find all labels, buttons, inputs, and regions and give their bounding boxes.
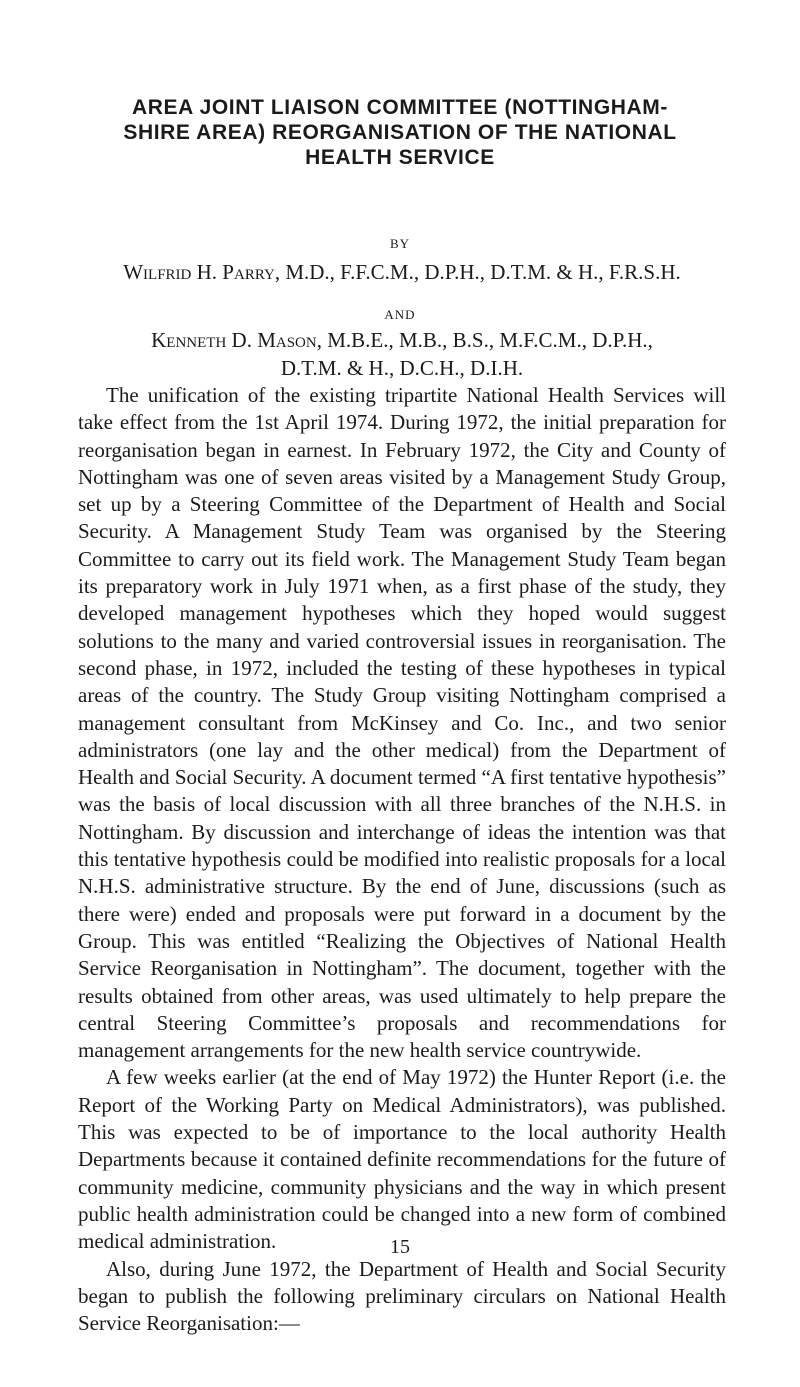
author-2-name: Kenneth D. Mason	[151, 328, 317, 352]
page-number: 15	[390, 1236, 410, 1258]
paragraph: The unification of the existing tripartite National Health Services will take effect from the 1st April 1974. During 1972, the initial preparation for reorganisation began in earnest. In February 1972, the City and County of Nottingham was one of seven areas visited by a Management Study Group, set up by a Steering Committee of the Department of Health and Social Security. A Management Study Team was organised by the Steering Committee to carry out its field work. The Management Study Team began its preparatory work in July 1971 when, as a first phase of the study, they developed management hypotheses which they hoped would suggest solutions to the many and varied controversial issues in reorganisation. The second phase, in 1972, included the testing of these hypotheses in typical areas of the country. The Study Group visiting Nottingham comprised a management consultant from McKinsey and Co. Inc., and two senior administrators (one lay and the other medical) from the Department of Health and Social Security. A document termed “A first tentative hypothesis” was the basis of local discussion with all three branches of the N.H.S. in Nottingham. By discussion and interchange of ideas the intention was that this tentative hypothesis could be modified into realistic proposals for a local N.H.S. administrative structure. By the end of June, discussions (such as there were) ended and proposals were put forward in a document by the Group. This was entitled “Realizing the Objectives of National Health Service Reorganisation in Nottingham”. The document, together with the results obtained from other areas, was used ultimately to help prepare the central Steering Committee’s proposals and recommendations for management arrangements for the new health service countrywide.	[78, 383, 726, 1063]
body-text	[78, 382, 726, 1337]
title-line: AREA JOINT LIAISON COMMITTEE (NOTTINGHAM-	[132, 96, 668, 119]
author-1-name: Wilfrid H. Parry	[123, 260, 275, 284]
title-line: SHIRE AREA) REORGANISATION OF THE NATIONAL	[123, 121, 677, 144]
author-1	[78, 258, 726, 286]
author-1-qualifications: , M.D., F.F.C.M., D.P.H., D.T.M. & H., F.R.S.H.	[274, 260, 681, 284]
author-2	[78, 326, 726, 382]
author-2-qualifications-cont: D.T.M. & H., D.C.H., D.I.H.	[280, 356, 524, 380]
document-title	[0, 95, 800, 170]
by-label: BY	[389, 236, 411, 251]
title-line: HEALTH SERVICE	[305, 146, 495, 169]
author-2-qualifications: , M.B.E., M.B., B.S., M.F.C.M., D.P.H.,	[316, 328, 653, 352]
paragraph: A few weeks earlier (at the end of May 1972) the Hunter Report (i.e. the Report of the Working Party on Medical Administrators), was published. This was expected to be of importance to the local authority Health Departments because it contained definite recommendations for the future of community medicine, community physicians and the way in which present public health administration could be changed into a new form of combined medical administration.	[78, 1065, 726, 1254]
and-label: AND	[384, 307, 416, 322]
paragraph: Also, during June 1972, the Department of Health and Social Security began to publish the following preliminary circulars on National Health Service Reorganisation:—	[78, 1256, 726, 1336]
